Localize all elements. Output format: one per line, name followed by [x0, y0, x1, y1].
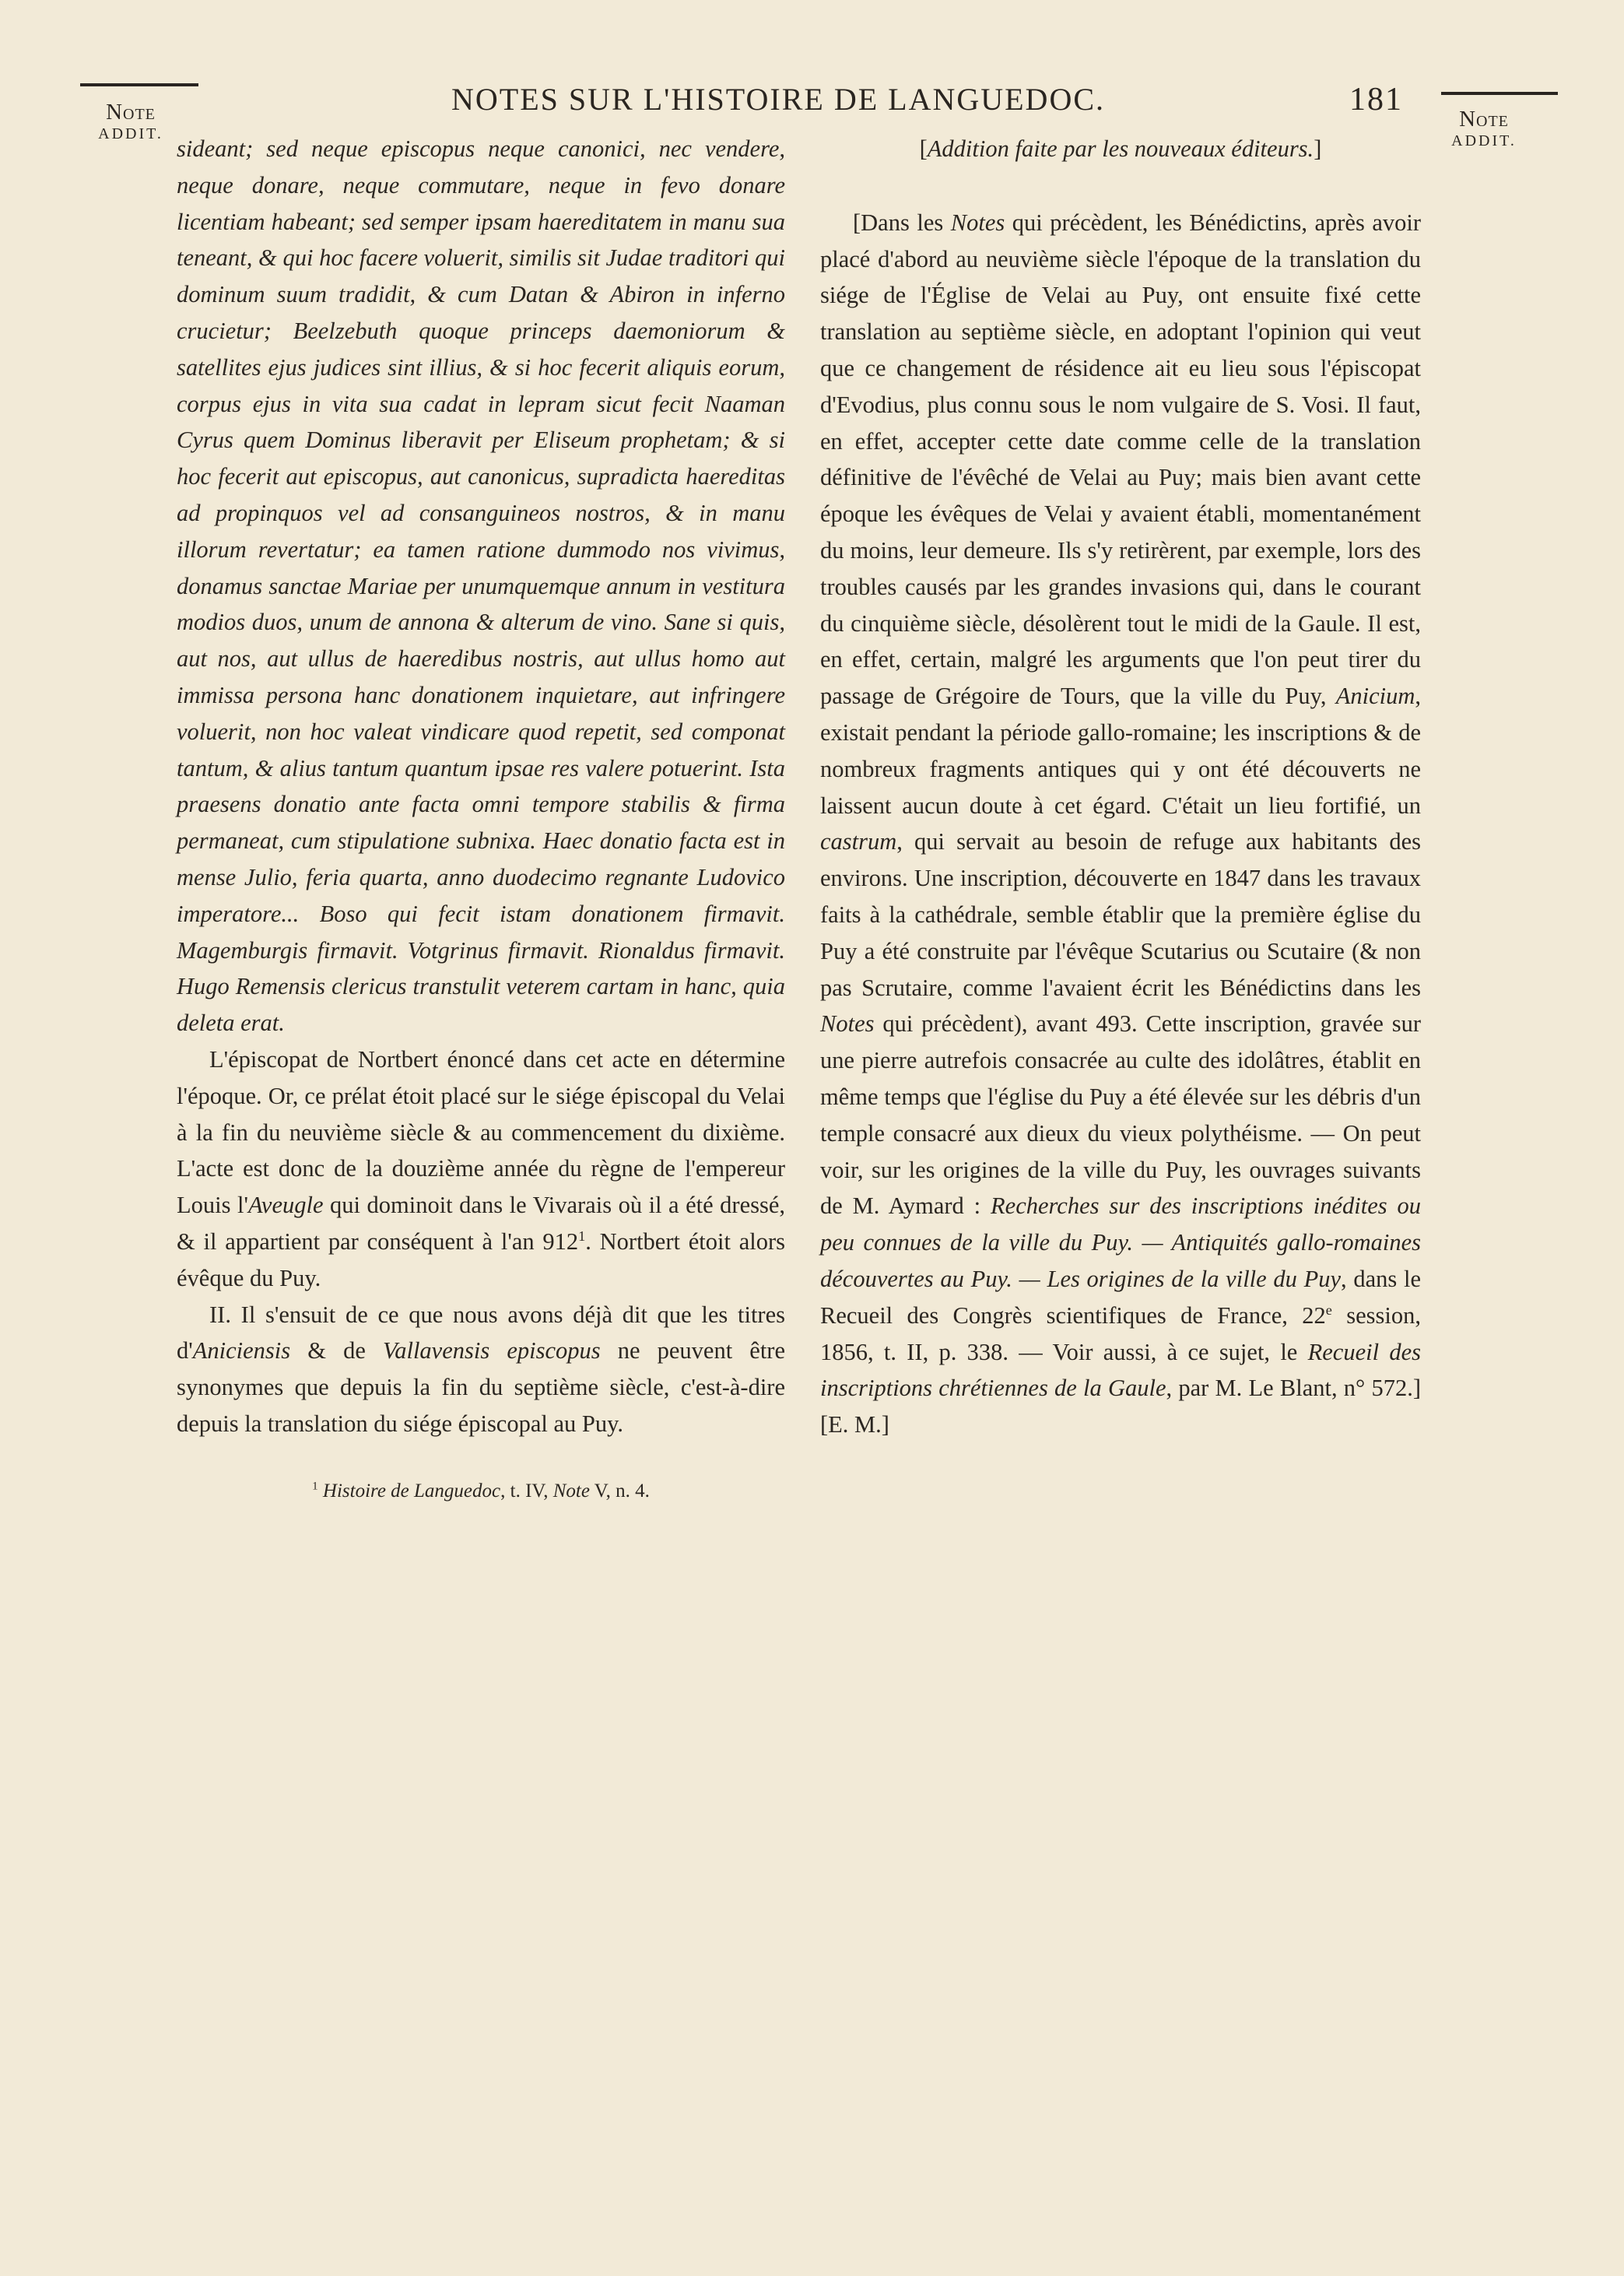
p-text-e: qui précèdent), avant 493. Cette inscription, gravée sur une pierre autrefois consacrée au culte des idolâtres, établit en même temps que l'église du Puy a été élevée sur les débris d'un temple consacré aux dieux du vieux polythéisme. — On peut voir, sur les origines de la ville du Puy, les ouvrages suivants de M. Aymard : [820, 1010, 1421, 1220]
left-tag-addit: ADDIT. [98, 125, 163, 143]
para2-text-c: ne peuvent être synonymes que depuis la fin du septième siècle, c'est-à-dire depuis la translation du siége épiscopal au Puy. [177, 1337, 786, 1437]
para2-text-b: & de [290, 1337, 383, 1365]
latin-charter-text: sideant; sed neque episcopus neque canonici, nec vendere, neque donare, neque commutare, neque in fevo donare licentiam habeant; sed semper ipsam haereditatem in manu sua teneant, & qui hoc facere voluerit, similis sit Judae traditori qui dominum suum tradidit, & cum Datan & Abiron in inferno crucietur; Beelzebuth quoque princeps daemoniorum & satellites ejus judices sint illius, & si hoc fecerit aliquis eorum, corpus ejus in vita sua cadat in lepram sicut fecit Naaman Cyrus quem Dominus liberavit per Eliseum prophetam; & si hoc fecerit aut episcopus, aut canonicus, supradicta haereditas ad propinquos vel ad consanguineos nostros, & in manu illorum revertatur; ea tamen ratione dummodo nos vivimus, donamus sanctae Mariae per unumquemque annum in vestitura modios duos, unum de annona & alterum de vino. Sane si quis, aut nos, aut ullus de haeredibus nostris, aut ullus homo aut immissa persona hanc donationem inquietare, aut infringere voluerit, non hoc valeat vindicare quod repetit, sed componat tantum, & alius tantum quantum ipsae res valere potuerint. Ista praesens donatio ante facta omni tempore stabilis & firma permaneat, cum stipulatione subnixa. Haec donatio facta est in mense Julio, feria quarta, anno duodecimo regnante Ludovico imperatore... Boso qui fecit istam donationem firmavit. Magemburgis firmavit. Votgrinus firmavit. Rionaldus firmavit. Hugo Remensis clericus transtulit veterem cartam in hanc, quia deleta erat. [177, 135, 785, 1037]
p-sup: e [1325, 1301, 1332, 1318]
para2-text-a: II. Il s'ensuit de ce que nous avons déjà dit que les titres d' [177, 1301, 785, 1365]
editors-note [820, 131, 1421, 167]
footnote [177, 1478, 785, 1505]
p-em2: Anicium [1335, 683, 1415, 710]
p-em1: Notes [950, 209, 1005, 236]
right-tag-addit: ADDIT. [1451, 132, 1517, 150]
left-tag-note: Note [106, 100, 156, 125]
footnote-em1: Histoire de Languedoc [322, 1480, 501, 1502]
footnote-number: 1 [312, 1480, 318, 1493]
p-text-f: , dans le Recueil des Congrès scientifiques de France, 22 [820, 1265, 1421, 1329]
right-tag-note: Note [1459, 107, 1509, 132]
p-text-c: , existait pendant la période gallo-romaine; les inscriptions & de nombreux fragments antiques qui y ont été découverts ne laissent aucun doute à cet égard. C'était un lieu fortifié, un [820, 683, 1421, 819]
editors-note-text: Addition faite par les nouveaux éditeurs. [927, 135, 1314, 162]
paragraph-addition [820, 205, 1421, 1443]
p-em3: castrum [820, 828, 897, 855]
paragraph-episcopat [177, 1041, 785, 1297]
bracket-close: ] [1314, 135, 1322, 162]
left-column [177, 131, 785, 1505]
right-margin-tag [1433, 107, 1535, 150]
running-head: NOTES SUR L'HISTOIRE DE LANGUEDOC. [451, 82, 1106, 117]
para2-em1: Aniciensis [192, 1337, 291, 1365]
p-text-h: , par M. Le Blant, n° 572.] [E. M.] [820, 1375, 1421, 1438]
p-em4: Notes [820, 1010, 875, 1038]
paragraph-section-ii [177, 1297, 785, 1442]
left-head-rule [80, 83, 198, 86]
p-text-a: [Dans les [853, 209, 951, 236]
footnote-em2: Note [552, 1480, 590, 1502]
right-column [820, 131, 1421, 1443]
page-number: 181 [1349, 82, 1403, 118]
bracket-open: [ [919, 135, 928, 162]
p-text-d: , qui servait au besoin de refuge aux habitants des environs. Une inscription, découverte en 1847 dans les travaux faits à la cathédrale, semble établir que la première église du Puy a été construite par l'évêque Scutarius ou Scutaire (& non pas Scrutaire, comme l'avaient écrit les Bénédictins dans les [820, 828, 1421, 1001]
footnote-mid: , t. IV, [500, 1480, 553, 1502]
para1-text-b: qui dominoit dans le Vivarais où il a été dressé, & il appartient par conséquent à l'an 912 [177, 1192, 786, 1255]
footnote-ref: 1 [578, 1228, 586, 1244]
p-text-b: qui précèdent, les Bénédictins, après avoir placé d'abord au neuvième siècle l'époque de la translation du siége de l'Église de Velai au Puy, ont ensuite fixé cette translation au septième siècle, en adoptant l'opinion qui veut que ce changement de résidence ait eu lieu sous l'épiscopat d'Evodius, plus connu sous le nom vulgaire de S. Vosi. Il faut, en effet, accepter cette date comme celle de la translation définitive de l'évêché de Velai au Puy; mais bien avant cette époque les évêques de Velai y avaient établi, momentanément du moins, leur demeure. Ils s'y retirèrent, par exemple, lors des troubles causés par les grandes invasions qui, dans le courant du cinquième siècle, désolèrent tout le midi de la Gaule. Il est, en effet, certain, malgré les arguments que l'on peut tirer du passage de Grégoire de Tours, que la ville du Puy, [820, 209, 1421, 710]
p-em5: Recherches sur des inscriptions inédites ou peu connues de la ville du Puy. — Antiquités gallo-romaines découvertes au Puy. — Les origines de la ville du Puy [820, 1192, 1421, 1292]
para1-text-a: L'épiscopat de Nortbert énoncé dans cet acte en détermine l'époque. Or, ce prélat étoit placé sur le siége épiscopal du Velai à la fin du neuvième siècle & au commencement du dixième. L'acte est donc de la douzième année du règne de l'empereur Louis l' [177, 1045, 785, 1219]
p-em6: Recueil des inscriptions chrétiennes de la Gaule [820, 1338, 1421, 1402]
para1-text-c: . Nortbert étoit alors évêque du Puy. [177, 1228, 785, 1291]
p-text-g: session, 1856, t. II, p. 338. — Voir aussi, à ce sujet, le [820, 1301, 1421, 1365]
footnote-end: V, n. 4. [589, 1480, 650, 1502]
para1-em: Aveugle [247, 1192, 324, 1219]
para2-em2: Vallavensis episcopus [382, 1337, 601, 1365]
left-margin-tag [80, 100, 181, 143]
right-head-rule [1441, 92, 1558, 95]
